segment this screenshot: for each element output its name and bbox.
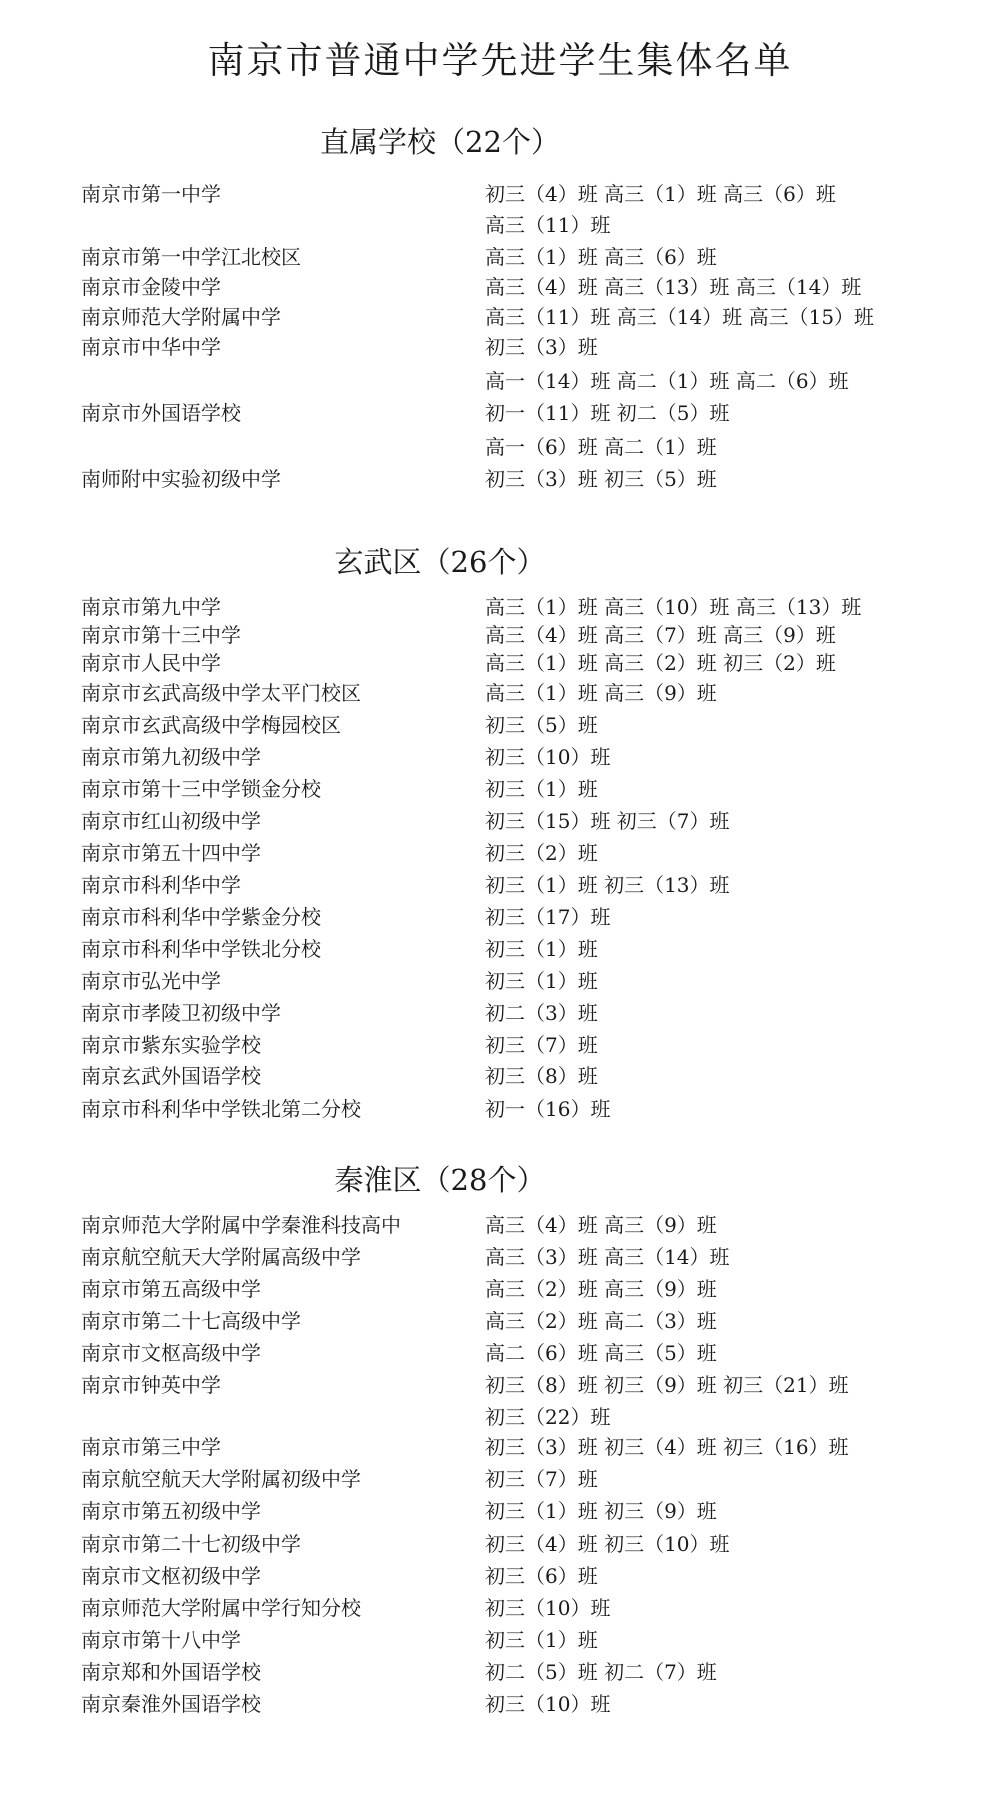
list-row — [0, 1369, 1000, 1401]
class-list: 初三（7）班 — [485, 1033, 598, 1057]
document-title: 南京市普通中学先进学生集体名单 — [207, 39, 793, 82]
school-name: 南京市孝陵卫初级中学 — [81, 1001, 281, 1025]
school-name: 南京市紫东实验学校 — [81, 1033, 261, 1057]
class-list: 初三（8）班 初三（9）班 初三（21）班 — [485, 1373, 849, 1397]
list-row — [0, 869, 1000, 901]
school-name: 南京市玄武高级中学太平门校区 — [81, 681, 361, 705]
list-row — [0, 933, 1000, 965]
list-row — [0, 677, 1000, 709]
school-name: 南京市弘光中学 — [81, 969, 221, 993]
class-list: 初三（10）班 — [485, 745, 611, 769]
class-list: 初三（1）班 — [485, 969, 598, 993]
class-list: 初三（1）班 初三（9）班 — [485, 1499, 717, 1523]
school-name: 南京市第五初级中学 — [81, 1499, 261, 1523]
school-name: 南京市钟英中学 — [81, 1373, 221, 1397]
school-name: 南京郑和外国语学校 — [81, 1660, 261, 1684]
class-list: 高三（2）班 高三（9）班 — [485, 1277, 717, 1301]
school-name: 南京市科利华中学铁北第二分校 — [81, 1097, 361, 1121]
class-list: 高三（4）班 高三（7）班 高三（9）班 — [485, 623, 836, 647]
school-name: 南京市第十八中学 — [81, 1628, 241, 1652]
class-list: 初三（1）班 — [485, 937, 598, 961]
section-title: 玄武区（26个） — [334, 545, 546, 579]
class-list: 初三（1）班 初三（13）班 — [485, 873, 730, 897]
list-row — [0, 1241, 1000, 1273]
school-name: 南京市红山初级中学 — [81, 809, 261, 833]
school-name: 南京市科利华中学紫金分校 — [81, 905, 321, 929]
list-row — [0, 901, 1000, 933]
school-name: 南京市文枢初级中学 — [81, 1564, 261, 1588]
school-name: 南京航空航天大学附属高级中学 — [81, 1245, 361, 1269]
list-row — [0, 965, 1000, 997]
list-row — [0, 1463, 1000, 1495]
school-name: 南京市文枢高级中学 — [81, 1341, 261, 1365]
school-name: 南京师范大学附属中学行知分校 — [81, 1596, 361, 1620]
list-row — [0, 1273, 1000, 1305]
class-list: 高三（11）班 高三（14）班 高三（15）班 — [485, 305, 875, 329]
class-list: 高三（2）班 高二（3）班 — [485, 1309, 717, 1333]
class-list: 高三（3）班 高三（14）班 — [485, 1245, 730, 1269]
list-row — [0, 1060, 1000, 1092]
list-row — [0, 365, 1000, 397]
school-name: 南京市第一中学江北校区 — [81, 245, 301, 269]
list-row — [0, 1431, 1000, 1463]
class-list: 高一（14）班 高二（1）班 高二（6）班 — [485, 369, 849, 393]
class-list: 高一（6）班 高二（1）班 — [485, 435, 717, 459]
class-list: 高三（1）班 高三（6）班 — [485, 245, 717, 269]
school-name: 南京市第三中学 — [81, 1435, 221, 1459]
list-row — [0, 1656, 1000, 1688]
list-row — [0, 1209, 1000, 1241]
list-row — [0, 997, 1000, 1029]
list-row — [0, 397, 1000, 429]
list-row — [0, 271, 1000, 303]
class-list: 初三（3）班 — [485, 335, 598, 359]
class-list: 高三（11）班 — [485, 213, 611, 237]
school-name: 南京市科利华中学铁北分校 — [81, 937, 321, 961]
school-name: 南京市第五十四中学 — [81, 841, 261, 865]
school-name: 南京市人民中学 — [81, 651, 221, 675]
school-name: 南京市第九中学 — [81, 595, 221, 619]
class-list: 初二（3）班 — [485, 1001, 598, 1025]
section-title: 秦淮区（28个） — [334, 1163, 546, 1197]
list-row — [0, 773, 1000, 805]
school-name: 南京玄武外国语学校 — [81, 1064, 261, 1088]
list-row — [0, 301, 1000, 333]
school-name: 南京市第十三中学 — [81, 623, 241, 647]
class-list: 高三（4）班 高三（9）班 — [485, 1213, 717, 1237]
list-row — [0, 1305, 1000, 1337]
list-row — [0, 1093, 1000, 1125]
school-name: 南京市中华中学 — [81, 335, 221, 359]
school-name: 南京市第二十七高级中学 — [81, 1309, 301, 1333]
school-name: 南师附中实验初级中学 — [81, 467, 281, 491]
school-name: 南京市外国语学校 — [81, 401, 241, 425]
list-row — [0, 431, 1000, 463]
class-list: 初三（10）班 — [485, 1692, 611, 1716]
list-row — [0, 1337, 1000, 1369]
school-name: 南京市第一中学 — [81, 182, 221, 206]
list-row — [0, 331, 1000, 363]
class-list: 初三（22）班 — [485, 1405, 611, 1429]
list-row — [0, 805, 1000, 837]
class-list: 初三（15）班 初三（7）班 — [485, 809, 730, 833]
class-list: 高二（6）班 高三（5）班 — [485, 1341, 717, 1365]
school-name: 南京市第十三中学锁金分校 — [81, 777, 321, 801]
school-name: 南京市科利华中学 — [81, 873, 241, 897]
list-row — [0, 1495, 1000, 1527]
class-list: 初一（16）班 — [485, 1097, 611, 1121]
class-list: 初三（10）班 — [485, 1596, 611, 1620]
class-list: 初三（1）班 — [485, 1628, 598, 1652]
section-title: 直属学校（22个） — [320, 125, 560, 159]
school-name: 南京市第九初级中学 — [81, 745, 261, 769]
list-row — [0, 1624, 1000, 1656]
list-row — [0, 1592, 1000, 1624]
class-list: 初一（11）班 初二（5）班 — [485, 401, 730, 425]
class-list: 初三（3）班 初三（4）班 初三（16）班 — [485, 1435, 849, 1459]
list-row — [0, 709, 1000, 741]
class-list: 初三（1）班 — [485, 777, 598, 801]
class-list: 初三（4）班 高三（1）班 高三（6）班 — [485, 182, 836, 206]
class-list: 初二（5）班 初二（7）班 — [485, 1660, 717, 1684]
list-row — [0, 837, 1000, 869]
class-list: 高三（1）班 高三（9）班 — [485, 681, 717, 705]
list-row — [0, 209, 1000, 241]
class-list: 高三（1）班 高三（2）班 初三（2）班 — [485, 651, 836, 675]
list-row — [0, 1560, 1000, 1592]
list-row — [0, 1688, 1000, 1720]
school-name: 南京市第五高级中学 — [81, 1277, 261, 1301]
list-row — [0, 741, 1000, 773]
school-name: 南京市玄武高级中学梅园校区 — [81, 713, 341, 737]
school-name: 南京师范大学附属中学秦淮科技高中 — [81, 1213, 401, 1237]
list-row — [0, 463, 1000, 495]
school-name: 南京航空航天大学附属初级中学 — [81, 1467, 361, 1491]
list-row — [0, 1029, 1000, 1061]
school-name: 南京市第二十七初级中学 — [81, 1532, 301, 1556]
list-row — [0, 1401, 1000, 1433]
list-row — [0, 178, 1000, 210]
class-list: 高三（4）班 高三（13）班 高三（14）班 — [485, 275, 862, 299]
school-name: 南京师范大学附属中学 — [81, 305, 281, 329]
school-name: 南京秦淮外国语学校 — [81, 1692, 261, 1716]
class-list: 初三（4）班 初三（10）班 — [485, 1532, 730, 1556]
list-row — [0, 241, 1000, 273]
school-name: 南京市金陵中学 — [81, 275, 221, 299]
class-list: 初三（17）班 — [485, 905, 611, 929]
list-row — [0, 1528, 1000, 1560]
class-list: 高三（1）班 高三（10）班 高三（13）班 — [485, 595, 862, 619]
list-row — [0, 647, 1000, 679]
class-list: 初三（2）班 — [485, 841, 598, 865]
class-list: 初三（6）班 — [485, 1564, 598, 1588]
class-list: 初三（3）班 初三（5）班 — [485, 467, 717, 491]
class-list: 初三（7）班 — [485, 1467, 598, 1491]
class-list: 初三（8）班 — [485, 1064, 598, 1088]
class-list: 初三（5）班 — [485, 713, 598, 737]
